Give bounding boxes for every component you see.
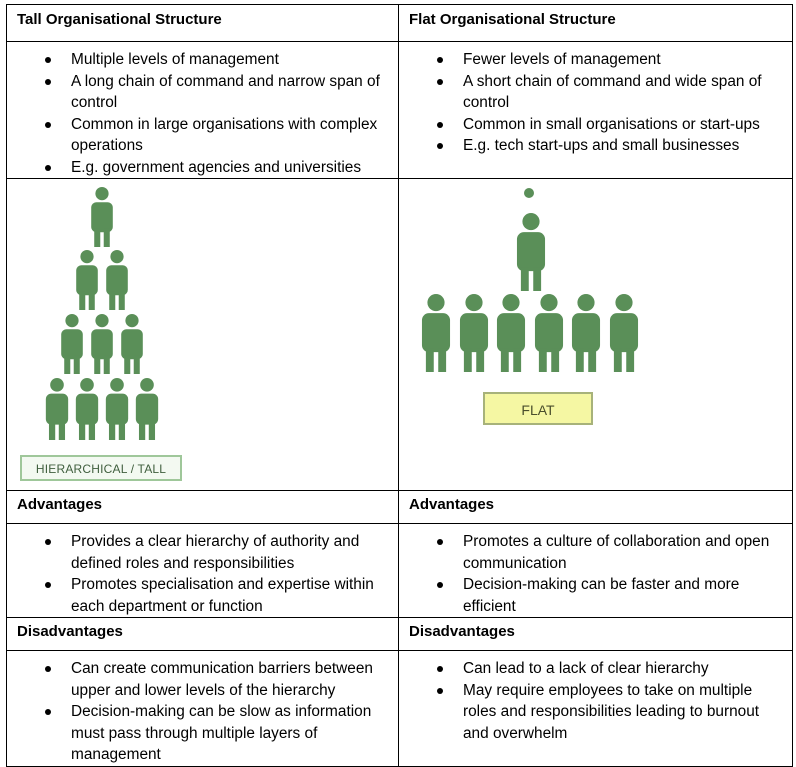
tall-illustration-cell (7, 179, 399, 491)
list-item: Provides a clear hierarchy of authority and defined roles and responsibilities (71, 531, 384, 574)
person-icon (422, 294, 450, 372)
person-icon (535, 294, 563, 372)
person-icon (76, 378, 98, 440)
person-icon (76, 250, 98, 310)
flat-title: Flat Organisational Structure (409, 11, 616, 28)
tall-advantages-header (7, 491, 399, 524)
flat-structure-illustration (399, 179, 793, 490)
flat-disadvantages-cell (399, 651, 793, 767)
list-item: Common in small organisations or start-ups (463, 114, 778, 136)
dot-icon (524, 188, 534, 198)
tall-title: Tall Organisational Structure (17, 11, 222, 28)
list-item: May require employees to take on multiple roles and responsibilities leading to burnout and overwhelm (463, 680, 778, 745)
person-icon (91, 187, 113, 247)
flat-advantages-cell (399, 524, 793, 618)
list-item: A short chain of command and wide span of control (463, 71, 778, 114)
list-item: Promotes a culture of collaboration and open communication (463, 531, 778, 574)
title-row (7, 5, 793, 42)
person-icon (517, 213, 545, 291)
tall-hierarchy-illustration (7, 179, 399, 490)
person-icon (121, 314, 143, 374)
flat-description-cell (399, 42, 793, 179)
flat-advantages-list (399, 524, 792, 617)
person-icon (91, 314, 113, 374)
person-icon (46, 378, 68, 440)
tall-disadvantages-header (7, 618, 399, 651)
list-item: E.g. tech start-ups and small businesses (463, 135, 778, 157)
tall-points-list (7, 42, 398, 178)
list-item: Can create communication barriers between upper and lower levels of the hierarchy (71, 658, 384, 701)
hierarchical-tall-label (20, 455, 182, 481)
flat-disadvantages-list (399, 651, 792, 744)
list-item: Can lead to a lack of clear hierarchy (463, 658, 778, 680)
tall-description-cell (7, 42, 399, 179)
person-icon (106, 250, 128, 310)
person-icon (61, 314, 83, 374)
list-item: Fewer levels of management (463, 49, 778, 71)
flat-illustration-cell (399, 179, 793, 491)
advantages-row (7, 524, 793, 618)
person-icon (106, 378, 128, 440)
hierarchical-tall-label-text: HIERARCHICAL / TALL (35, 462, 167, 476)
list-item: Multiple levels of management (71, 49, 384, 71)
list-item: Promotes specialisation and expertise within each department or function (71, 574, 384, 617)
list-item: A long chain of command and narrow span of control (71, 71, 384, 114)
list-item: E.g. government agencies and universities (71, 157, 384, 179)
comparison-table (6, 4, 793, 767)
flat-points-list (399, 42, 792, 157)
person-icon (572, 294, 600, 372)
flat-advantages-header (399, 491, 793, 524)
description-row (7, 42, 793, 179)
tall-advantages-title: Advantages (17, 496, 103, 513)
person-icon (460, 294, 488, 372)
list-item: Decision-making can be slow as information must pass through multiple layers of management (71, 701, 384, 766)
flat-label-text: FLAT (521, 402, 555, 418)
advantages-header-row (7, 491, 793, 524)
disadvantages-row (7, 651, 793, 767)
tall-title-cell (7, 5, 399, 42)
flat-advantages-title: Advantages (409, 496, 495, 513)
flat-label (483, 392, 593, 425)
disadvantages-header-row (7, 618, 793, 651)
tall-disadvantages-list (7, 651, 398, 766)
tall-advantages-list (7, 524, 398, 617)
illustration-row (7, 179, 793, 491)
flat-title-cell (399, 5, 793, 42)
tall-advantages-cell (7, 524, 399, 618)
list-item: Decision-making can be faster and more efficient (463, 574, 778, 617)
list-item: Common in large organisations with complex operations (71, 114, 384, 157)
person-icon (136, 378, 158, 440)
tall-disadvantages-cell (7, 651, 399, 767)
flat-disadvantages-title: Disadvantages (409, 623, 515, 640)
person-icon (610, 294, 638, 372)
tall-disadvantages-title: Disadvantages (17, 623, 123, 640)
flat-disadvantages-header (399, 618, 793, 651)
person-icon (497, 294, 525, 372)
